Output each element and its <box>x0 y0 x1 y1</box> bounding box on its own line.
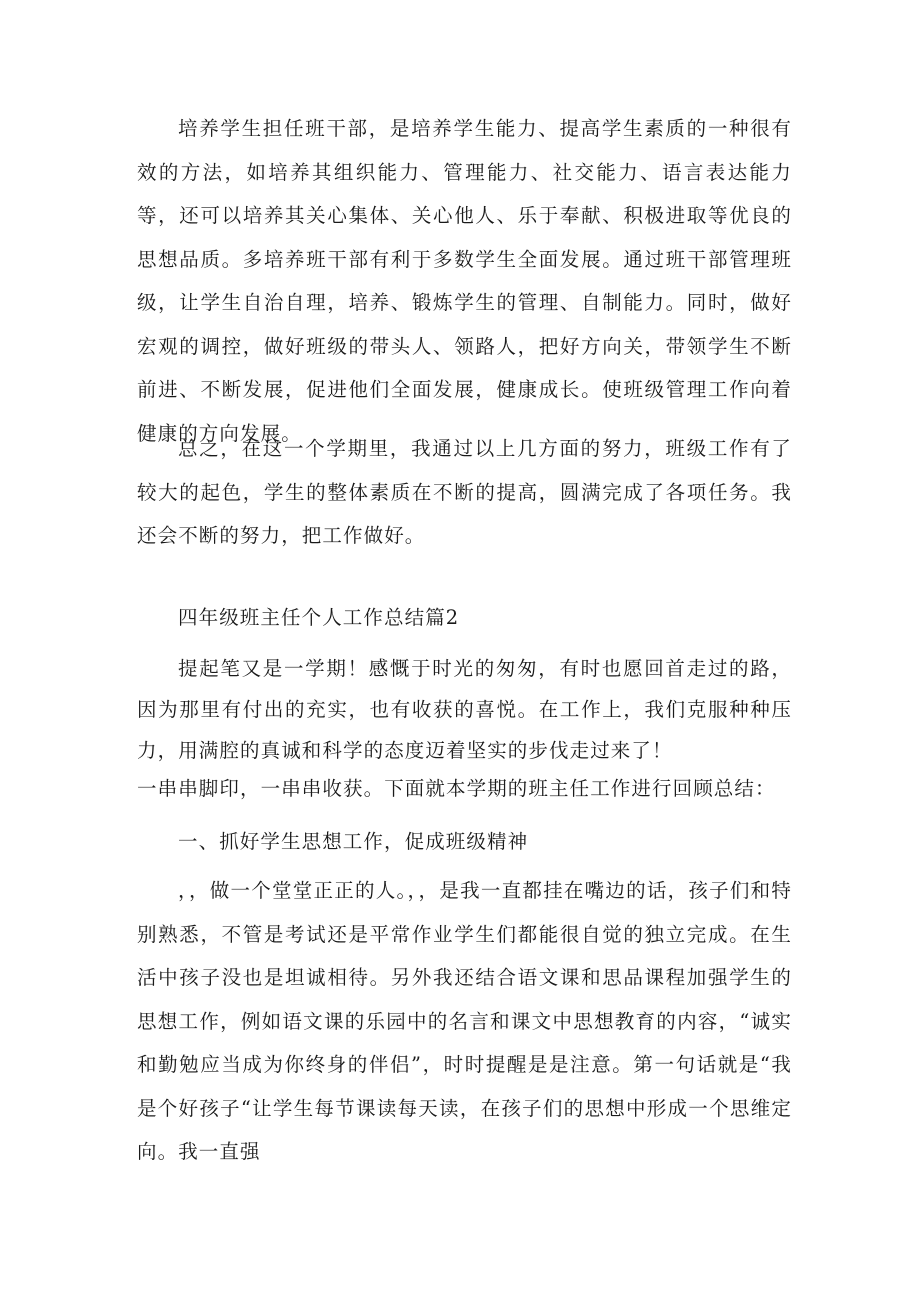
paragraph-conclusion: 总之，在这一个学期里，我通过以上几方面的努力，班级工作有了较大的起色，学生的整体素质在不断的提高，圆满完成了各项任务。我还会不断的努力，把工作做好。 <box>137 437 792 547</box>
paragraph-intro: 提起笔又是一学期！感慨于时光的匆匆，有时也愿回首走过的路，因为那里有付出的充实，也有收获的喜悦。在工作上，我们克服种种压力，用满腔的真诚和科学的态度迈着坚实的步伐走过来了！ <box>137 657 792 762</box>
section-heading: 四年级班主任个人工作总结篇2 <box>178 606 460 629</box>
paragraph-footprints: 一串串脚印，一串串收获。下面就本学期的班主任工作进行回顾总结： <box>137 777 776 800</box>
subheading-thought-work: 一、抓好学生思想工作，促成班级精神 <box>178 830 529 853</box>
paragraph-class-cadres: 培养学生担任班干部，是培养学生能力、提高学生素质的一种很有效的方法，如培养其组织能力、管理能力、社交能力、语言表达能力等，还可以培养其关心集体、关心他人、乐于奉献、积极进取等优良的思想品质。多培养班干部有利于多数学生全面发展。通过班干部管理班级，让学生自治自理，培养、锻炼学生的管理、自制能力。同时，做好宏观的调控，做好班级的带头人、领路人，把好方向关，带领学生不断前进、不断发展，促进他们全面发展，健康成长。使班级管理工作向着健康的方向发展。 <box>137 117 792 445</box>
paragraph-thought-work: ，，做一个堂堂正正的人。，，是我一直都挂在嘴边的话，孩子们和特别熟悉，不管是考试还是平常作业学生们都能很自觉的独立完成。在生活中孩子没也是坦诚相待。另外我还结合语文课和思品课程加强学生的思想工作，例如语文课的乐园中的名言和课文中思想教育的内容，“诚实和勤勉应当成为你终身的伴侣”，时时提醒是是注意。第一句话就是“我是个好孩子“让学生每节课读每天读，在孩子们的思想中形成一个思维定向。我一直强 <box>137 879 792 1163</box>
